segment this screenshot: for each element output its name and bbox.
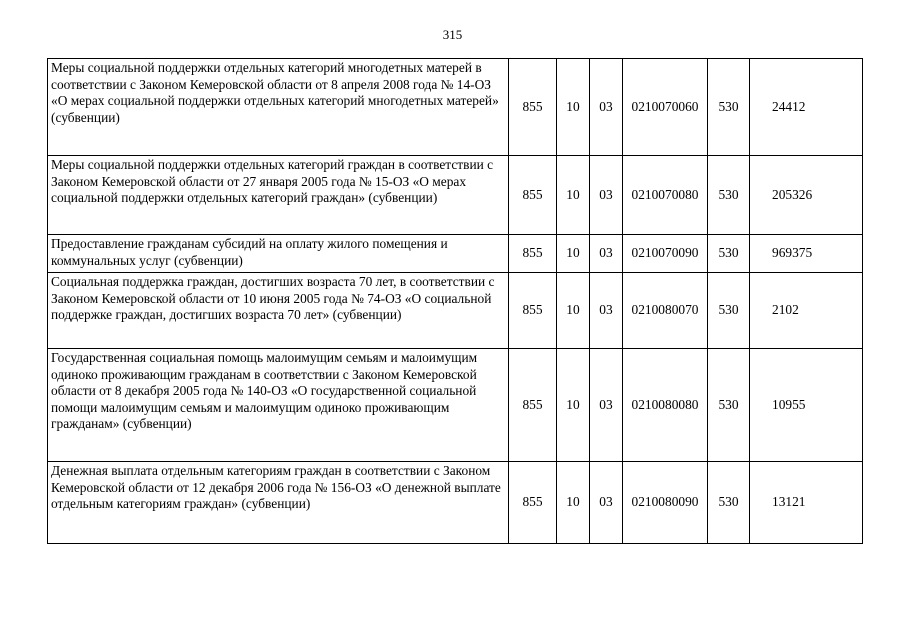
row-description: Меры социальной поддержки отдельных категорий граждан в соответствии с Законом Кемеровской области от 27 января 2005 года № 15-ОЗ «О мерах социальной поддержки отдельных категорий граждан» (субвенции) bbox=[48, 156, 509, 235]
expense-type-code: 530 bbox=[708, 59, 750, 156]
page-number: 315 bbox=[442, 27, 463, 42]
subsection-code: 03 bbox=[590, 349, 623, 462]
expense-type-code: 530 bbox=[708, 349, 750, 462]
row-description: Денежная выплата отдельным категориям граждан в соответствии с Законом Кемеровской области от 12 декабря 2006 года № 156-ОЗ «О денежной выплате отдельным категориям граждан» (субвенции) bbox=[48, 462, 509, 544]
row-description: Предоставление гражданам субсидий на оплату жилого помещения и коммунальных услуг (субвенции) bbox=[48, 235, 509, 273]
table-row bbox=[48, 59, 863, 156]
amount: 2102 bbox=[750, 273, 863, 349]
row-description: Государственная социальная помощь малоимущим семьям и малоимущим одиноко проживающим гражданам в соответствии с Законом Кемеровской области от 8 декабря 2005 года № 140-ОЗ «О государственной социальной помощи малоимущим семьям и малоимущим одиноко проживающим гражданам» (субвенции) bbox=[48, 349, 509, 462]
subsection-code: 03 bbox=[590, 235, 623, 273]
subsection-code: 03 bbox=[590, 59, 623, 156]
amount: 969375 bbox=[750, 235, 863, 273]
target-code: 0210070090 bbox=[623, 235, 708, 273]
expense-type-code: 530 bbox=[708, 273, 750, 349]
ministry-code: 855 bbox=[509, 349, 557, 462]
table-row bbox=[48, 462, 863, 544]
table-row bbox=[48, 349, 863, 462]
amount: 10955 bbox=[750, 349, 863, 462]
target-code: 0210070060 bbox=[623, 59, 708, 156]
ministry-code: 855 bbox=[509, 156, 557, 235]
section-code: 10 bbox=[557, 59, 590, 156]
section-code: 10 bbox=[557, 156, 590, 235]
row-description: Социальная поддержка граждан, достигших возраста 70 лет, в соответствии с Законом Кемеровской области от 10 июня 2005 года № 74-ОЗ «О социальной поддержке граждан, достигших возраста 70 лет» (субвенции) bbox=[48, 273, 509, 349]
section-code: 10 bbox=[557, 273, 590, 349]
target-code: 0210080070 bbox=[623, 273, 708, 349]
target-code: 0210080090 bbox=[623, 462, 708, 544]
section-code: 10 bbox=[557, 349, 590, 462]
subsection-code: 03 bbox=[590, 462, 623, 544]
table-row bbox=[48, 235, 863, 273]
amount: 13121 bbox=[750, 462, 863, 544]
ministry-code: 855 bbox=[509, 235, 557, 273]
section-code: 10 bbox=[557, 462, 590, 544]
subsection-code: 03 bbox=[590, 156, 623, 235]
amount: 24412 bbox=[750, 59, 863, 156]
section-code: 10 bbox=[557, 235, 590, 273]
ministry-code: 855 bbox=[509, 273, 557, 349]
expense-type-code: 530 bbox=[708, 235, 750, 273]
target-code: 0210080080 bbox=[623, 349, 708, 462]
expense-type-code: 530 bbox=[708, 156, 750, 235]
table-row bbox=[48, 156, 863, 235]
ministry-code: 855 bbox=[509, 59, 557, 156]
table-row bbox=[48, 273, 863, 349]
row-description: Меры социальной поддержки отдельных категорий многодетных матерей в соответствии с Законом Кемеровской области от 8 апреля 2008 года № 14-ОЗ «О мерах социальной поддержки отдельных категорий многодетных матерей» (субвенции) bbox=[48, 59, 509, 156]
ministry-code: 855 bbox=[509, 462, 557, 544]
subsection-code: 03 bbox=[590, 273, 623, 349]
expense-type-code: 530 bbox=[708, 462, 750, 544]
target-code: 0210070080 bbox=[623, 156, 708, 235]
budget-table bbox=[47, 58, 863, 544]
amount: 205326 bbox=[750, 156, 863, 235]
